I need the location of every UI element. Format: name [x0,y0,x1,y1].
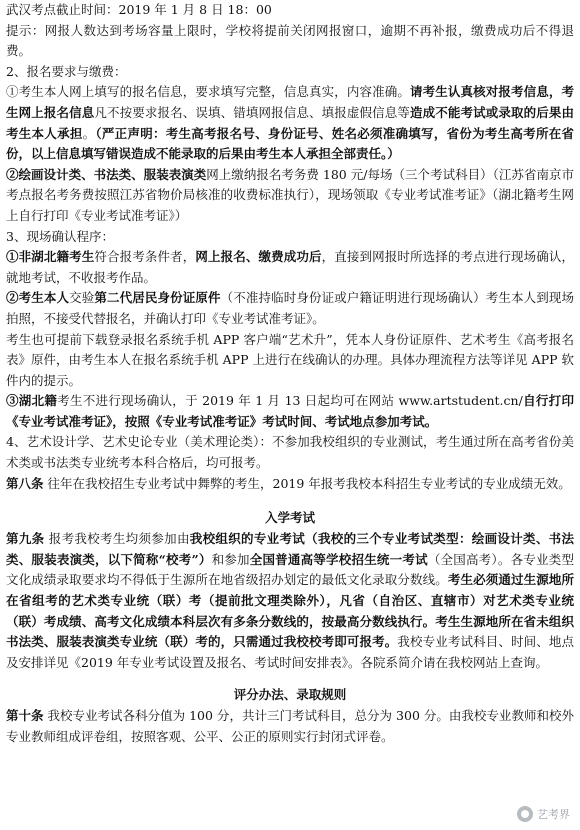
bold-text-run: 考生必须通过生源地所在省组考的艺术类专业统（联）考（提前批文理类除外），凡省（自治区、直辖市）对艺术类专业统（联）考成绩、高考文化成绩本科层次有多条分数线的，按最高分数线执行。考生生源地所在省未组织书法类、服装表演类专业统（联）考的，只需通过我校校考即可报考。 [6,572,574,650]
section1_paragraphs-paragraph [6,529,574,673]
text-run: 考生也可提前下载登录报名系统手机 APP 客户端“艺术升”，凭本人身份证原件、艺术考生《高考报名表》原件，由考生本人在报名系统手机 APP 上进行在线确认的办理。具体办理流程方法等详见 APP 软件内的提示。 [6,331,574,388]
bold-text-run: 第二代居民身份证原件 [94,290,221,306]
text-run: 提示：网报人数达到考场容量上限时，学校将提前关闭网报窗口，逾期不再补报，缴费成功后不得退费。 [6,22,574,59]
section-scoring-rules-body [6,706,574,747]
lines-paragraph [6,330,574,392]
bold-text-run: 第八条 [6,475,44,491]
text-run: 武汉考点截止时间：2019 年 1 月 8 日 18：00 [6,2,272,17]
text-run: 。 [82,125,96,141]
lines-paragraph [6,227,574,248]
lines-paragraph [6,247,574,288]
text-run: ，直接到网报时所选择的考点进行现场确认，就地考试，不收报考作品。 [6,249,574,285]
lines-paragraph [6,0,574,21]
rules-text-block [6,0,574,494]
bold-text-run: 我校组织的专业考试（我校的三个专业考试类型：绘画设计类、书法类、服装表演类，以下简称“校考”） [6,531,574,567]
wechat-logo-icon [517,806,533,822]
section-admission-exam-body [6,529,574,673]
lines-paragraph [6,391,574,432]
bold-text-run: 网上报名、缴费成功后 [195,249,322,265]
bold-text-run: 自行打印《专业考试准考证》，按照《专业考试准考证》考试时间、考试地点参加考试。 [6,393,574,429]
text-run: 2、报名要求与缴费： [6,63,127,79]
text-run: 凡不按要求报名、误填、错填网报信息、填报虚假信息等 [94,104,410,120]
text-run: （全国高考）。各专业类型文化成绩录取要求均不得低于生源所在地省级招办划定的最低文化录取分数线。 [6,551,574,588]
bold-text-run: 第九条 [6,531,45,547]
text-run: 往年在我校招生专业考试中舞弊的考生，2019 年报考我校本科招生专业考试的专业成绩无效。 [43,475,571,491]
text-run: 我校专业考试各科分值为 100 分，共计三门考试科目，总分为 300 分。由我校专业教师和校外专业教师组成评卷组，按照客观、公平、公正的原则实行封闭式评卷。 [6,708,574,744]
watermark [517,806,570,822]
watermark-text: 艺考界 [537,808,570,821]
bold-text-run: 造成不能考试或录取的后果由考生本人承担 [6,104,574,141]
lines-paragraph [6,474,574,495]
text-run: 符合报考条件者， [94,249,196,265]
section-title-admission-exam: 入学考试 [264,510,315,526]
section-title-scoring-rules: 评分办法、录取规则 [233,687,347,703]
lines-paragraph [6,288,574,329]
bold-text-run: 请考生认真核对报考信息，考生网上报名信息 [6,84,574,120]
bold-text-run: 全国普通高等学校招生统一考试 [249,551,428,567]
bold-text-run: ③湖北籍 [6,393,58,409]
lines-paragraph [6,62,574,83]
text-run: 和参加 [211,551,250,567]
section2_paragraphs-paragraph [6,706,574,747]
bold-text-run: ①非湖北籍考生 [6,249,95,265]
lines-paragraph [6,82,574,164]
lines-paragraph [6,165,574,227]
bold-text-run: ②绘画设计类、书法类、服装表演类 [6,166,207,182]
text-run: 考生不进行现场确认，于 2019 年 1 月 13 日起均可在网站 www.artstudent.cn/ [57,393,523,409]
bold-text-run: （严正声明：考生高考报名号、身份证号、姓名必须准确填写，省份为考生高考所在省份，以上信息填写错误造成不能录取的后果由考生本人承担全部责任。） [6,125,574,162]
text-run: 报考我校考生均须参加由 [44,531,190,547]
text-run: 3、现场确认程序： [6,228,114,244]
lines-paragraph [6,21,574,62]
bold-text-run: ②考生本人 [6,290,70,306]
text-run: 我校专业考试科目、时间、地点及安排详见《2019 年专业考试设置及报名、考试时间安排表》。各院系简介请在我校网站上查询。 [6,634,574,670]
text-run: 4、艺术设计学、艺术史论专业（美术理论类）：不参加我校组织的专业测试，考生通过所在高考省份美术类或书法类专业统考本科合格后，均可报考。 [6,434,574,471]
text-run: 交验 [69,290,95,306]
text-run: （不准持临时身份证或户籍证明进行现场确认）考生本人到现场拍照，不接受代替报名，并确认打印《专业考试准考证》。 [6,290,574,326]
bold-text-run: 第十条 [6,708,44,724]
text-run: 网上缴纳报名考务费 180 元/每场（三个考试科目）（江苏省南京市考点报名考务费按照江苏省物价局核准的收费标准执行），现场领取《专业考试准考证》（湖北籍考生网上自行打印《专业考试准考证》） [6,166,574,223]
text-run: ①考生本人网上填写的报名信息，要求填写完整，信息真实，内容准确。 [6,84,410,100]
lines-paragraph [6,432,574,473]
